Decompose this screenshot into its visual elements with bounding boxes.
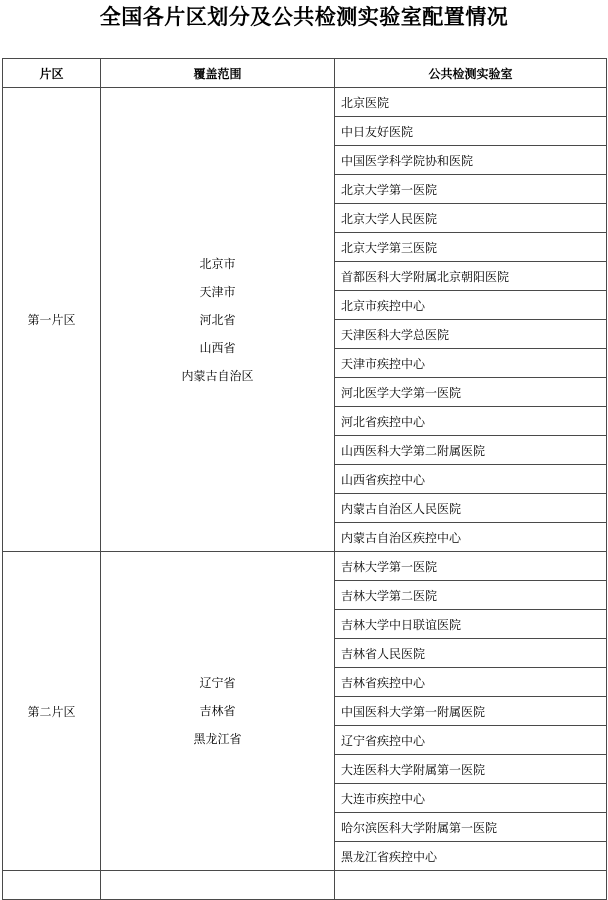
continuation-cell <box>101 871 335 900</box>
lab-name-cell: 北京大学人民医院 <box>335 204 607 233</box>
lab-name-cell: 河北省疾控中心 <box>335 407 607 436</box>
coverage-cell <box>101 88 335 552</box>
coverage-region: 吉林省 <box>199 704 236 718</box>
lab-name-cell: 首都医科大学附属北京朝阳医院 <box>335 262 607 291</box>
document-title: 全国各片区划分及公共检测实验室配置情况 <box>99 5 509 29</box>
table-row <box>3 552 607 581</box>
table-header-row <box>3 59 607 88</box>
lab-name-cell: 辽宁省疾控中心 <box>335 726 607 755</box>
lab-name-cell: 哈尔滨医科大学附属第一医院 <box>335 813 607 842</box>
lab-name-cell: 中日友好医院 <box>335 117 607 146</box>
lab-name-cell: 天津市疾控中心 <box>335 349 607 378</box>
lab-name-cell: 天津医科大学总医院 <box>335 320 607 349</box>
coverage-region: 内蒙古自治区 <box>181 368 254 383</box>
coverage-list <box>181 250 253 390</box>
lab-name-cell: 吉林省人民医院 <box>335 639 607 668</box>
table-row <box>3 88 607 117</box>
lab-name-cell: 中国医科大学第一附属医院 <box>335 697 607 726</box>
lab-name-cell: 大连市疾控中心 <box>335 784 607 813</box>
zone-cell: 第二片区 <box>3 552 101 871</box>
lab-name-cell: 山西医科大学第二附属医院 <box>335 436 607 465</box>
header-zone: 片区 <box>3 59 101 88</box>
lab-name-cell: 吉林大学中日联谊医院 <box>335 610 607 639</box>
lab-name-cell: 北京大学第一医院 <box>335 175 607 204</box>
header-labs: 公共检测实验室 <box>335 59 607 88</box>
coverage-list <box>193 669 241 753</box>
zone-lab-table <box>2 58 607 900</box>
lab-name-cell: 吉林大学第一医院 <box>335 552 607 581</box>
coverage-region: 黑龙江省 <box>193 732 242 746</box>
coverage-region: 北京市 <box>199 256 236 271</box>
lab-name-cell: 吉林省疾控中心 <box>335 668 607 697</box>
table-body <box>3 88 607 900</box>
zone-cell: 第一片区 <box>3 88 101 552</box>
continuation-cell <box>3 871 101 900</box>
lab-name-cell: 山西省疾控中心 <box>335 465 607 494</box>
lab-name-cell: 吉林大学第二医院 <box>335 581 607 610</box>
lab-name-cell: 中国医学科学院协和医院 <box>335 146 607 175</box>
lab-name-cell: 北京大学第三医院 <box>335 233 607 262</box>
header-coverage: 覆盖范围 <box>101 59 335 88</box>
lab-name-cell: 河北医学大学第一医院 <box>335 378 607 407</box>
lab-name-cell: 北京医院 <box>335 88 607 117</box>
coverage-region: 天津市 <box>199 284 236 299</box>
lab-name-cell: 北京市疾控中心 <box>335 291 607 320</box>
coverage-region: 河北省 <box>199 312 236 327</box>
coverage-region: 山西省 <box>199 340 236 355</box>
coverage-cell <box>101 552 335 871</box>
lab-name-cell: 内蒙古自治区人民医院 <box>335 494 607 523</box>
lab-name-cell: 黑龙江省疾控中心 <box>335 842 607 871</box>
lab-name-cell: 大连医科大学附属第一医院 <box>335 755 607 784</box>
table-continuation-edge <box>3 871 607 900</box>
coverage-region: 辽宁省 <box>199 676 236 690</box>
lab-name-cell: 内蒙古自治区疾控中心 <box>335 523 607 552</box>
continuation-cell <box>335 871 607 900</box>
